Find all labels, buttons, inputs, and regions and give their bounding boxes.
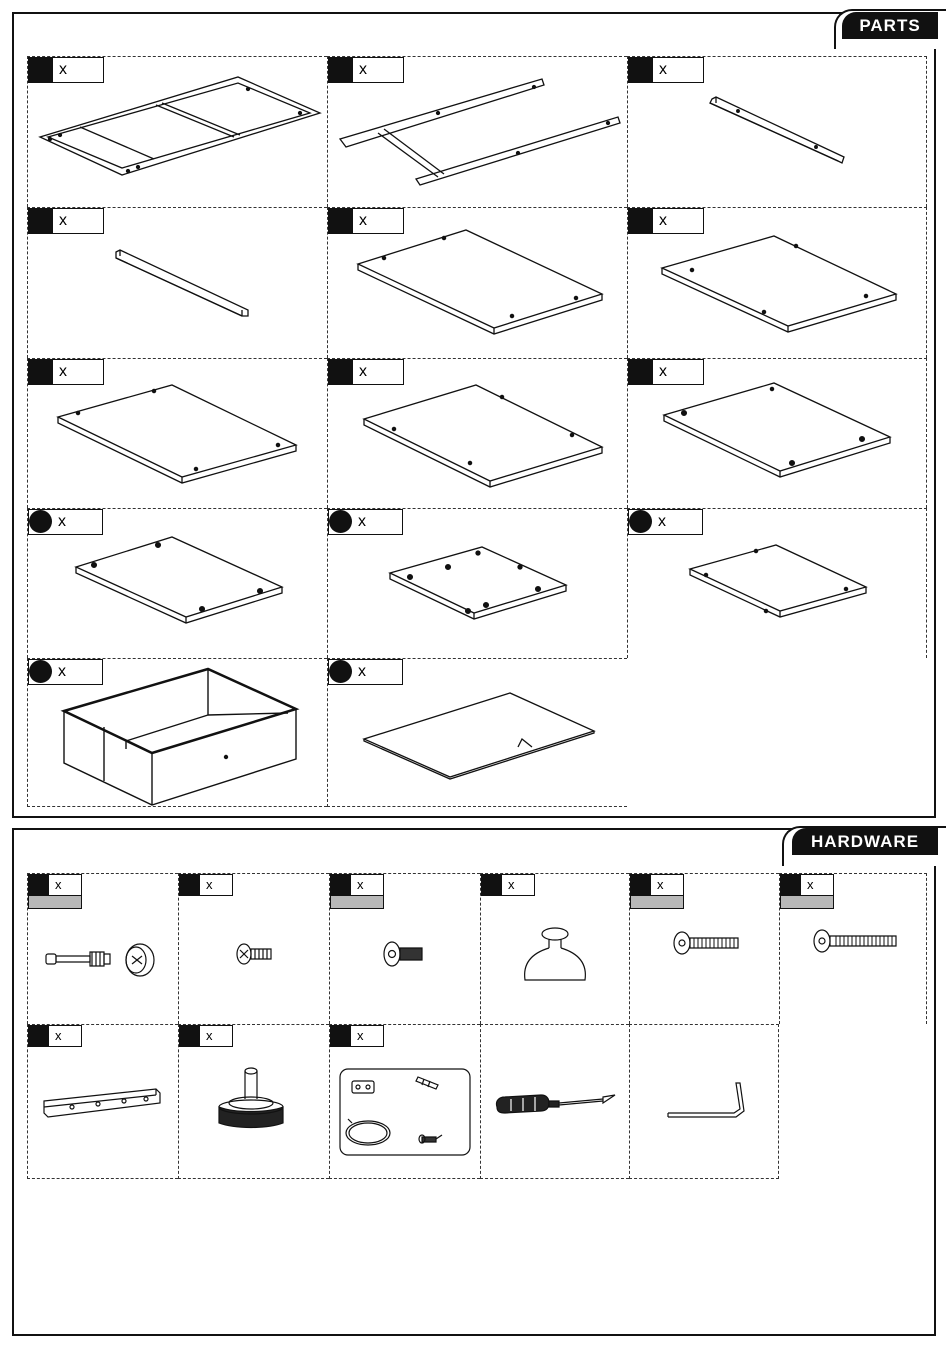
drawer-box-icon xyxy=(62,667,298,799)
hardware-cell-3 xyxy=(329,873,480,1024)
hw-qty-label xyxy=(481,874,535,896)
cam-lock-icon xyxy=(44,938,164,982)
qty-marker: x xyxy=(55,877,62,892)
qty-label xyxy=(28,509,103,535)
qty-marker: x xyxy=(359,212,367,229)
hw-id-swatch xyxy=(331,1026,351,1046)
qty-marker: x xyxy=(58,513,66,530)
hw-id-swatch xyxy=(29,1026,49,1046)
hw-qty-label xyxy=(179,874,233,896)
qty-marker: x xyxy=(206,1028,213,1043)
panel-icon xyxy=(356,228,606,334)
drawer-panel-icon xyxy=(388,545,570,621)
screwdriver-icon xyxy=(493,1087,619,1121)
part-cell-3 xyxy=(627,56,927,207)
part-id-swatch xyxy=(629,360,653,384)
part-cell-5 xyxy=(327,207,627,358)
qty-marker: x xyxy=(358,513,366,530)
part-cell-1 xyxy=(27,56,327,207)
part-id-swatch xyxy=(329,660,352,683)
qty-marker: x xyxy=(358,663,366,680)
hw-id-swatch xyxy=(180,1026,200,1046)
qty-marker: x xyxy=(55,1028,62,1043)
part-id-swatch xyxy=(29,510,52,533)
hw-qty-label xyxy=(179,1025,233,1047)
part-id-swatch xyxy=(329,510,352,533)
panel-icon xyxy=(362,383,607,487)
panel-icon xyxy=(662,381,894,481)
qty-marker: x xyxy=(59,212,67,229)
hw-qty-label xyxy=(630,874,684,909)
qty-label xyxy=(628,57,704,83)
anti-tip-kit-icon xyxy=(338,1067,472,1157)
hw-id-swatch xyxy=(482,875,502,895)
part-cell-7 xyxy=(27,358,327,508)
qty-label xyxy=(28,359,104,385)
part-id-swatch xyxy=(29,360,53,384)
hardware-cell-10 xyxy=(480,1024,629,1179)
hardware-cell-11 xyxy=(629,1024,779,1179)
qty-marker: x xyxy=(357,877,364,892)
hardware-cell-1 xyxy=(27,873,178,1024)
hw-id-swatch xyxy=(331,875,351,895)
hex-bolt-medium-icon xyxy=(672,930,742,956)
small-screw-icon xyxy=(235,940,275,970)
part-cell-8 xyxy=(327,358,627,508)
qty-marker: x xyxy=(357,1028,364,1043)
part-cell-11 xyxy=(327,508,627,658)
part-cell-9 xyxy=(627,358,927,508)
hw-id-swatch xyxy=(29,875,49,895)
parts-title: PARTS xyxy=(842,12,938,39)
qty-label xyxy=(328,659,403,685)
leveling-foot-icon xyxy=(215,1065,285,1131)
drawer-panel-icon xyxy=(74,535,286,625)
qty-marker: x xyxy=(657,877,664,892)
hw-qty-label xyxy=(28,1025,82,1047)
qty-marker: x xyxy=(659,212,667,229)
qty-marker: x xyxy=(659,61,667,78)
part-id-swatch xyxy=(29,209,53,233)
part-id-swatch xyxy=(329,360,353,384)
part-cell-12 xyxy=(627,508,927,658)
hardware-cell-8 xyxy=(178,1024,329,1179)
qty-label xyxy=(328,509,403,535)
hardware-cell-5 xyxy=(629,873,779,1024)
drawer-bottom-icon xyxy=(362,691,598,781)
allen-key-icon xyxy=(666,1081,750,1127)
qty-label xyxy=(328,359,404,385)
qty-marker: x xyxy=(59,363,67,380)
hw-gray-band xyxy=(331,895,383,908)
bracket-rail-icon xyxy=(42,1087,162,1121)
panel-icon xyxy=(56,383,301,483)
qty-marker: x xyxy=(206,877,213,892)
qty-marker: x xyxy=(807,877,814,892)
qty-marker: x xyxy=(658,513,666,530)
qty-label xyxy=(628,509,703,535)
part-cell-10 xyxy=(27,508,327,658)
hardware-title: HARDWARE xyxy=(792,828,938,855)
part-cell-13 xyxy=(27,658,327,807)
qty-marker: x xyxy=(58,663,66,680)
qty-marker: x xyxy=(359,61,367,78)
hw-id-swatch xyxy=(781,875,801,895)
hw-qty-label xyxy=(330,1025,384,1047)
hardware-cell-7 xyxy=(27,1024,178,1179)
hardware-cell-6 xyxy=(779,873,927,1024)
hw-qty-label xyxy=(330,874,384,909)
qty-label xyxy=(28,208,104,234)
rail-icon xyxy=(114,248,254,318)
bottom-frame-icon xyxy=(338,77,623,187)
part-cell-14 xyxy=(327,658,627,807)
hardware-cell-4 xyxy=(480,873,629,1024)
hw-id-swatch xyxy=(631,875,651,895)
qty-marker: x xyxy=(59,61,67,78)
hex-bolt-long-icon xyxy=(812,928,900,954)
qty-marker: x xyxy=(659,363,667,380)
part-id-swatch xyxy=(629,510,652,533)
part-id-swatch xyxy=(629,209,653,233)
part-id-swatch xyxy=(29,660,52,683)
short-rail-icon xyxy=(708,95,848,165)
glide-foot-icon xyxy=(521,924,591,986)
part-cell-6 xyxy=(627,207,927,358)
qty-marker: x xyxy=(508,877,515,892)
part-cell-4 xyxy=(27,207,327,358)
hw-qty-label xyxy=(28,874,82,909)
panel-icon xyxy=(660,234,900,334)
hw-id-swatch xyxy=(180,875,200,895)
hw-gray-band xyxy=(631,895,683,908)
part-id-swatch xyxy=(329,209,353,233)
hex-bolt-short-icon xyxy=(382,938,426,970)
hw-gray-band xyxy=(781,895,833,908)
part-id-swatch xyxy=(629,58,653,82)
hw-qty-label xyxy=(780,874,834,909)
hardware-cell-2 xyxy=(178,873,329,1024)
hw-gray-band xyxy=(29,895,81,908)
hardware-cell-9 xyxy=(329,1024,480,1179)
part-cell-2 xyxy=(327,56,627,207)
top-frame-icon xyxy=(38,75,323,185)
drawer-panel-icon xyxy=(688,543,870,619)
qty-marker: x xyxy=(359,363,367,380)
qty-label xyxy=(628,208,704,234)
